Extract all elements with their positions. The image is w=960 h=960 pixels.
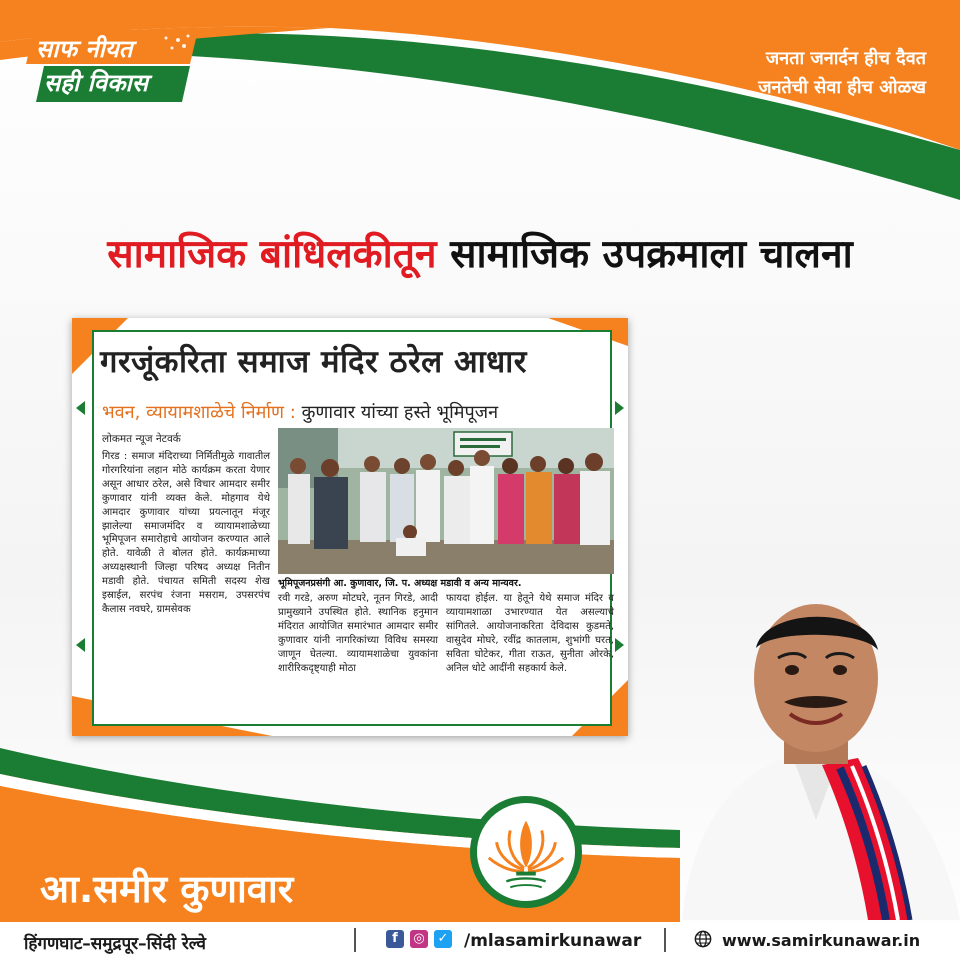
- newspaper-byline: लोकमत न्यूज नेटवर्क: [102, 433, 181, 445]
- arrow-right-icon: [615, 638, 624, 652]
- tagline-line-1: जनता जनार्दन हीच दैवत: [765, 48, 926, 69]
- divider: [354, 928, 356, 952]
- twitter-icon[interactable]: ✓: [434, 930, 452, 948]
- lotus-icon: [477, 803, 575, 901]
- facebook-icon[interactable]: f: [386, 930, 404, 948]
- headline: [0, 226, 960, 279]
- leader-name: आ.समीर कुणावार: [40, 867, 294, 911]
- globe-icon: [694, 930, 712, 948]
- tagline: [758, 44, 926, 102]
- photo-caption: भूमिपूजनप्रसंगी आ. कुणावार, जि. प. अध्यक्ष मडावी व अन्य मान्यवर.: [278, 578, 522, 589]
- article-column-3: फायदा होईल. या हेतूने येथे समाज मंदिर व व्यायामशाळा उभारण्यात येत असल्याचे सांगितले. आयोजनाकरिता देविदास कुडमते, वासुदेव मोघरे, रवींद्र कातलाम, शुभांगी घरत, सविता घोटेकर, गीता राऊत, सुनीता ओरके, अनिल धोटे आदींनी सहकार्य केले.: [446, 593, 614, 674]
- tagline-line-2: जनतेची सेवा हीच ओळख: [758, 77, 926, 98]
- website-link[interactable]: www.samirkunawar.in: [722, 931, 921, 950]
- arrow-left-icon: [76, 638, 85, 652]
- newspaper-headline: गरजूंकरिता समाज मंदिर ठरेल आधार: [100, 344, 527, 380]
- lotus-logo: [470, 796, 582, 908]
- instagram-icon[interactable]: ◎: [410, 930, 428, 948]
- slogan-line-2: सही विकास: [44, 69, 148, 97]
- divider: [664, 928, 666, 952]
- leader-portrait: [672, 590, 960, 920]
- headline-red: सामाजिक बांधिलकीतून: [107, 232, 437, 277]
- constituency: हिंगणघाट–समुद्रपूर–सिंदी रेल्वे: [24, 934, 206, 954]
- arrow-right-icon: [615, 401, 624, 415]
- slogan-line-1: साफ नीयत: [36, 35, 133, 63]
- newspaper-subheadline: [102, 400, 498, 424]
- event-photo: [278, 428, 614, 574]
- newspaper-clipping: [72, 318, 628, 736]
- headline-black: सामाजिक उपक्रमाला चालना: [450, 232, 853, 277]
- article-column-2: रवी गरडे, अरुण मोटघरे, नूतन गिरडे, आदी प्रामुख्याने उपस्थित होते. स्थानिक हनुमान मंदिरात आयोजित समारंभात आमदार समीर कुणावार यांनी नागरिकांच्या विविध समस्या जाणून घेतल्या. व्यायामशाळेचा युवकांना शारीरिकदृष्ट्याही मोठा: [278, 593, 438, 674]
- social-handle[interactable]: /mlasamirkunawar: [464, 931, 642, 951]
- subheadline-orange: भवन, व्यायामशाळेचे निर्माण :: [102, 402, 296, 423]
- article-column-1: गिरड : समाज मंदिराच्या निर्मितीमुळे गावातील गोरगरियांना लहान मोठे कार्यक्रम करता येणार असून आधार ठरेल, असे विचार आमदार समीर कुणावार यांनी व्यक्त केले. मोहगाव येथे आमदार कुणावार यांच्या प्रयत्नातून मंजूर झालेल्या समाजमंदिर व व्यायामशाळेच्या भूमिपूजन समारोहाचे आयोजन करण्यात आले होते. यावेळी ते बोलत होते. कार्यक्रमाच्या अध्यक्षस्थानी जिल्हा परिषद अध्यक्ष नितीन मडावी होते. पंचायत समिती सदस्य शेख इस्राईल, सरपंच रंजना मसराम, उपसरपंच कैलास नवघरे, ग्रामसेवक: [102, 451, 270, 615]
- arrow-left-icon: [76, 401, 85, 415]
- slogan-badge: [26, 30, 198, 102]
- crowd: [288, 450, 610, 556]
- subheadline-dark: कुणावार यांच्या हस्ते भूमिपूजन: [301, 402, 499, 423]
